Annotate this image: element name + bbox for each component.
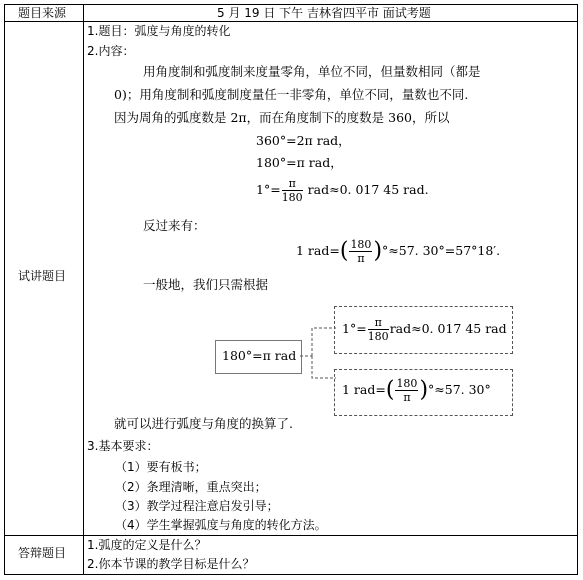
diagram-bottom-fraction: [395, 378, 418, 403]
lecture-title: 1.题目：弧度与角度的转化: [87, 24, 231, 38]
table-divider-2: [4, 535, 578, 536]
equation-360: 360°=2π rad，: [256, 133, 351, 148]
requirement-item: （1）要有板书；: [115, 460, 207, 474]
defense-row-label: 答辩题目: [18, 546, 67, 560]
requirement-item: （3）教学过程注意启发引导；: [115, 499, 279, 513]
table-column-divider: [83, 4, 84, 575]
diagram-bottom-lhs: 1 rad=: [342, 382, 386, 397]
table-border-left: [4, 4, 5, 575]
paren-close: ): [419, 377, 429, 403]
fraction-denominator: 180: [367, 330, 389, 343]
requirements-label: 3.基本要求：: [87, 439, 159, 453]
table-border-right: [577, 4, 578, 575]
paragraph-line-3: 因为周角的弧度数是 2π，而在角度制下的度数是 360，所以: [114, 110, 450, 125]
equation-one-degree-lhs: 1°=: [256, 182, 281, 197]
defense-question: 2.你本节课的教学目标是什么？: [87, 557, 255, 571]
diagram-top-lhs: 1°=: [342, 321, 367, 336]
fraction-numerator: 180: [350, 238, 372, 251]
conclusion-text: 就可以进行弧度与角度的换算了.: [114, 416, 293, 431]
diagram-top-fraction: [368, 317, 389, 342]
fraction-denominator: π: [403, 391, 411, 404]
lecture-row-label: 试讲题目: [18, 269, 67, 283]
table-border-bottom: [4, 574, 578, 575]
equation-one-radian-rhs: °≈57. 30°=57°18′.: [382, 243, 501, 258]
table-divider-1: [4, 21, 578, 22]
reverse-label: 反过来有：: [143, 218, 206, 233]
paragraph-line-1: 用角度制和弧度制来度量零角，单位不同，但量数相同（都是: [143, 64, 481, 79]
diagram-top-rhs: rad≈0. 017 45 rad: [389, 321, 507, 336]
equation-one-radian: [296, 239, 500, 264]
interview-table: [4, 4, 578, 575]
fraction-numerator: π: [282, 178, 303, 191]
diagram-center-text: 180°=π rad: [222, 348, 297, 363]
requirement-item: （2）条理清晰，重点突出；: [115, 480, 267, 494]
paragraph-line-2: 0)；用角度制和弧度制度量任一非零角，单位不同，量数也不同.: [114, 87, 469, 102]
content-label: 2.内容：: [87, 44, 135, 58]
defense-question: 1.弧度的定义是什么？: [87, 538, 207, 552]
requirement-item: （4）学生掌握弧度与角度的转化方法。: [115, 518, 327, 532]
paren-open: (: [339, 238, 349, 264]
equation-one-degree: [256, 178, 429, 203]
fraction-numerator: π: [368, 317, 389, 330]
diagram-bottom-rhs: °≈57. 30°: [428, 382, 491, 397]
equation-one-radian-lhs: 1 rad=: [296, 243, 340, 258]
fraction-denominator: π: [357, 252, 365, 265]
equation-one-degree-rhs: rad≈0. 017 45 rad.: [303, 182, 429, 197]
source-value: 5 月 19 日 下午 吉林省四平市 面试考题: [217, 6, 431, 20]
diagram-bottom-formula: [342, 378, 491, 403]
fraction-180-over-pi: [349, 239, 372, 264]
equation-180: 180°=π rad，: [256, 155, 343, 170]
fraction-denominator: 180: [281, 191, 303, 204]
fraction-numerator: 180: [396, 377, 418, 390]
paren-open: (: [385, 377, 395, 403]
general-statement: 一般地，我们只需根据: [143, 277, 269, 292]
table-border-top: [4, 4, 578, 5]
diagram-top-formula: [342, 317, 507, 342]
fraction-pi-over-180: [282, 178, 303, 203]
paren-close: ): [373, 238, 383, 264]
source-label: 题目来源: [18, 6, 67, 20]
